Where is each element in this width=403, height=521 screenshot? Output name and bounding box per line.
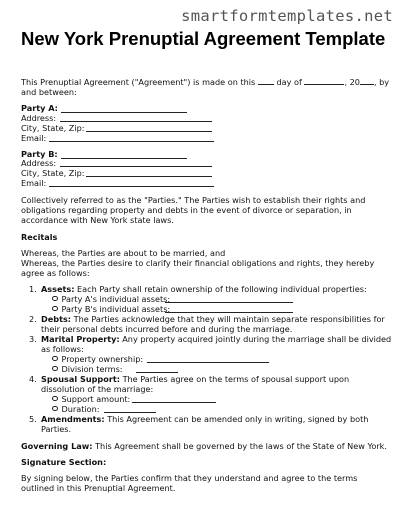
bullet-icon <box>52 296 58 302</box>
party-a-address-line[interactable] <box>60 121 212 122</box>
month-blank[interactable] <box>304 77 344 85</box>
party-b-email-line[interactable] <box>49 186 214 187</box>
recitals-line-1: Whereas, the Parties are about to be married, and <box>21 248 226 258</box>
sub-item <box>52 354 143 364</box>
list-item-text: The Parties agree on the terms of spousal support upon <box>122 374 350 384</box>
party-a-assets-line[interactable] <box>165 302 293 303</box>
list-item-title: Amendments: <box>41 414 105 424</box>
party-b-address-label: Address: <box>21 158 57 168</box>
duration-line[interactable] <box>104 412 156 413</box>
document-title: New York Prenuptial Agreement Template <box>21 28 386 49</box>
party-a-address-label: Address: <box>21 113 57 123</box>
intro-text-b: day of <box>276 77 302 87</box>
list-item-marital-property <box>41 334 391 344</box>
intro-text-d: , by <box>373 77 390 87</box>
property-ownership-line[interactable] <box>147 362 269 363</box>
party-b-address-line[interactable] <box>60 166 212 167</box>
intro-line-1 <box>21 77 389 87</box>
sub-item <box>52 394 130 404</box>
collectively-line-1: Collectively referred to as the "Parties." The Parties wish to establish their rights and <box>21 195 366 205</box>
sub-item <box>52 294 170 304</box>
sub-item <box>52 364 123 374</box>
recitals-heading: Recitals <box>21 232 58 242</box>
party-b-city-line[interactable] <box>86 176 212 177</box>
collectively-line-3: accordance with New York state laws. <box>21 215 174 225</box>
list-item-text: Each Party shall retain ownership of the following individual properties: <box>77 284 367 294</box>
list-item-number: 5. <box>29 414 37 424</box>
list-item-assets <box>41 284 367 294</box>
party-a-name-line[interactable] <box>61 112 187 113</box>
list-item-text: The Parties acknowledge that they will maintain separate responsibilities for <box>73 314 385 324</box>
list-item-amendments <box>41 414 368 424</box>
list-item-text: their personal debts incurred before and during the marriage. <box>41 324 293 334</box>
bullet-icon <box>52 366 58 372</box>
list-item-debts <box>41 314 385 324</box>
sub-item-label: Duration: <box>61 404 100 414</box>
bullet-icon <box>52 406 58 412</box>
bullet-icon <box>52 396 58 402</box>
support-amount-line[interactable] <box>132 402 216 403</box>
list-item-title: Assets: <box>41 284 75 294</box>
recitals-line-2: Whereas, the Parties desire to clarify their financial obligations and rights, they hereby <box>21 258 375 268</box>
sub-item-label: Division terms: <box>61 364 123 374</box>
day-blank[interactable] <box>258 77 274 85</box>
list-item-title: Spousal Support: <box>41 374 120 384</box>
list-item-number: 1. <box>29 284 37 294</box>
signature-line-1: By signing below, the Parties confirm that they understand and agree to the terms <box>21 473 358 483</box>
sub-item-label: Party A's individual assets: <box>61 294 171 304</box>
list-item-number: 4. <box>29 374 37 384</box>
party-a-city-line[interactable] <box>86 131 212 132</box>
party-b-label: Party B: <box>21 149 58 159</box>
governing-law-text: This Agreement shall be governed by the laws of the State of New York. <box>95 441 387 451</box>
governing-law-label: Governing Law: <box>21 441 93 451</box>
list-item-text: Parties. <box>41 424 72 434</box>
list-item-title: Debts: <box>41 314 72 324</box>
party-a-email-label: Email: <box>21 133 47 143</box>
sub-item <box>52 404 100 414</box>
list-item-title: Marital Property: <box>41 334 120 344</box>
list-item-number: 3. <box>29 334 37 344</box>
list-item-text: dissolution of the marriage: <box>41 384 154 394</box>
site-watermark: smartformtemplates.net <box>181 7 393 25</box>
sub-item <box>52 304 170 314</box>
party-a-label: Party A: <box>21 103 58 113</box>
party-b-email-label: Email: <box>21 178 47 188</box>
collectively-line-2: obligations regarding property and debts in the event of divorce or separation, in <box>21 205 352 215</box>
party-b-city-label: City, State, Zip: <box>21 168 85 178</box>
party-b-assets-line[interactable] <box>165 312 293 313</box>
recitals-line-3: agree as follows: <box>21 268 90 278</box>
intro-text-a: This Prenuptial Agreement ("Agreement") is made on this <box>21 77 256 87</box>
bullet-icon <box>52 356 58 362</box>
list-item-spousal-support <box>41 374 349 384</box>
sub-item-label: Support amount: <box>61 394 131 404</box>
intro-text-c: , 20 <box>344 77 360 87</box>
party-b-name-line[interactable] <box>61 158 187 159</box>
intro-line-2: and between: <box>21 87 77 97</box>
signature-line-2: outlined in this Prenuptial Agreement. <box>21 483 176 493</box>
sub-item-label: Property ownership: <box>61 354 144 364</box>
list-item-text: This Agreement can be amended only in writing, signed by both <box>107 414 369 424</box>
bullet-icon <box>52 306 58 312</box>
year-blank[interactable] <box>360 77 374 85</box>
list-item-text: Any property acquired jointly during the marriage shall be divided <box>122 334 392 344</box>
party-a-city-label: City, State, Zip: <box>21 123 85 133</box>
sub-item-label: Party B's individual assets: <box>61 304 171 314</box>
list-item-text: as follows: <box>41 344 84 354</box>
list-item-number: 2. <box>29 314 37 324</box>
signature-heading: Signature Section: <box>21 457 107 467</box>
party-a-email-line[interactable] <box>49 141 214 142</box>
governing-law <box>21 441 387 451</box>
division-terms-line[interactable] <box>136 372 178 373</box>
